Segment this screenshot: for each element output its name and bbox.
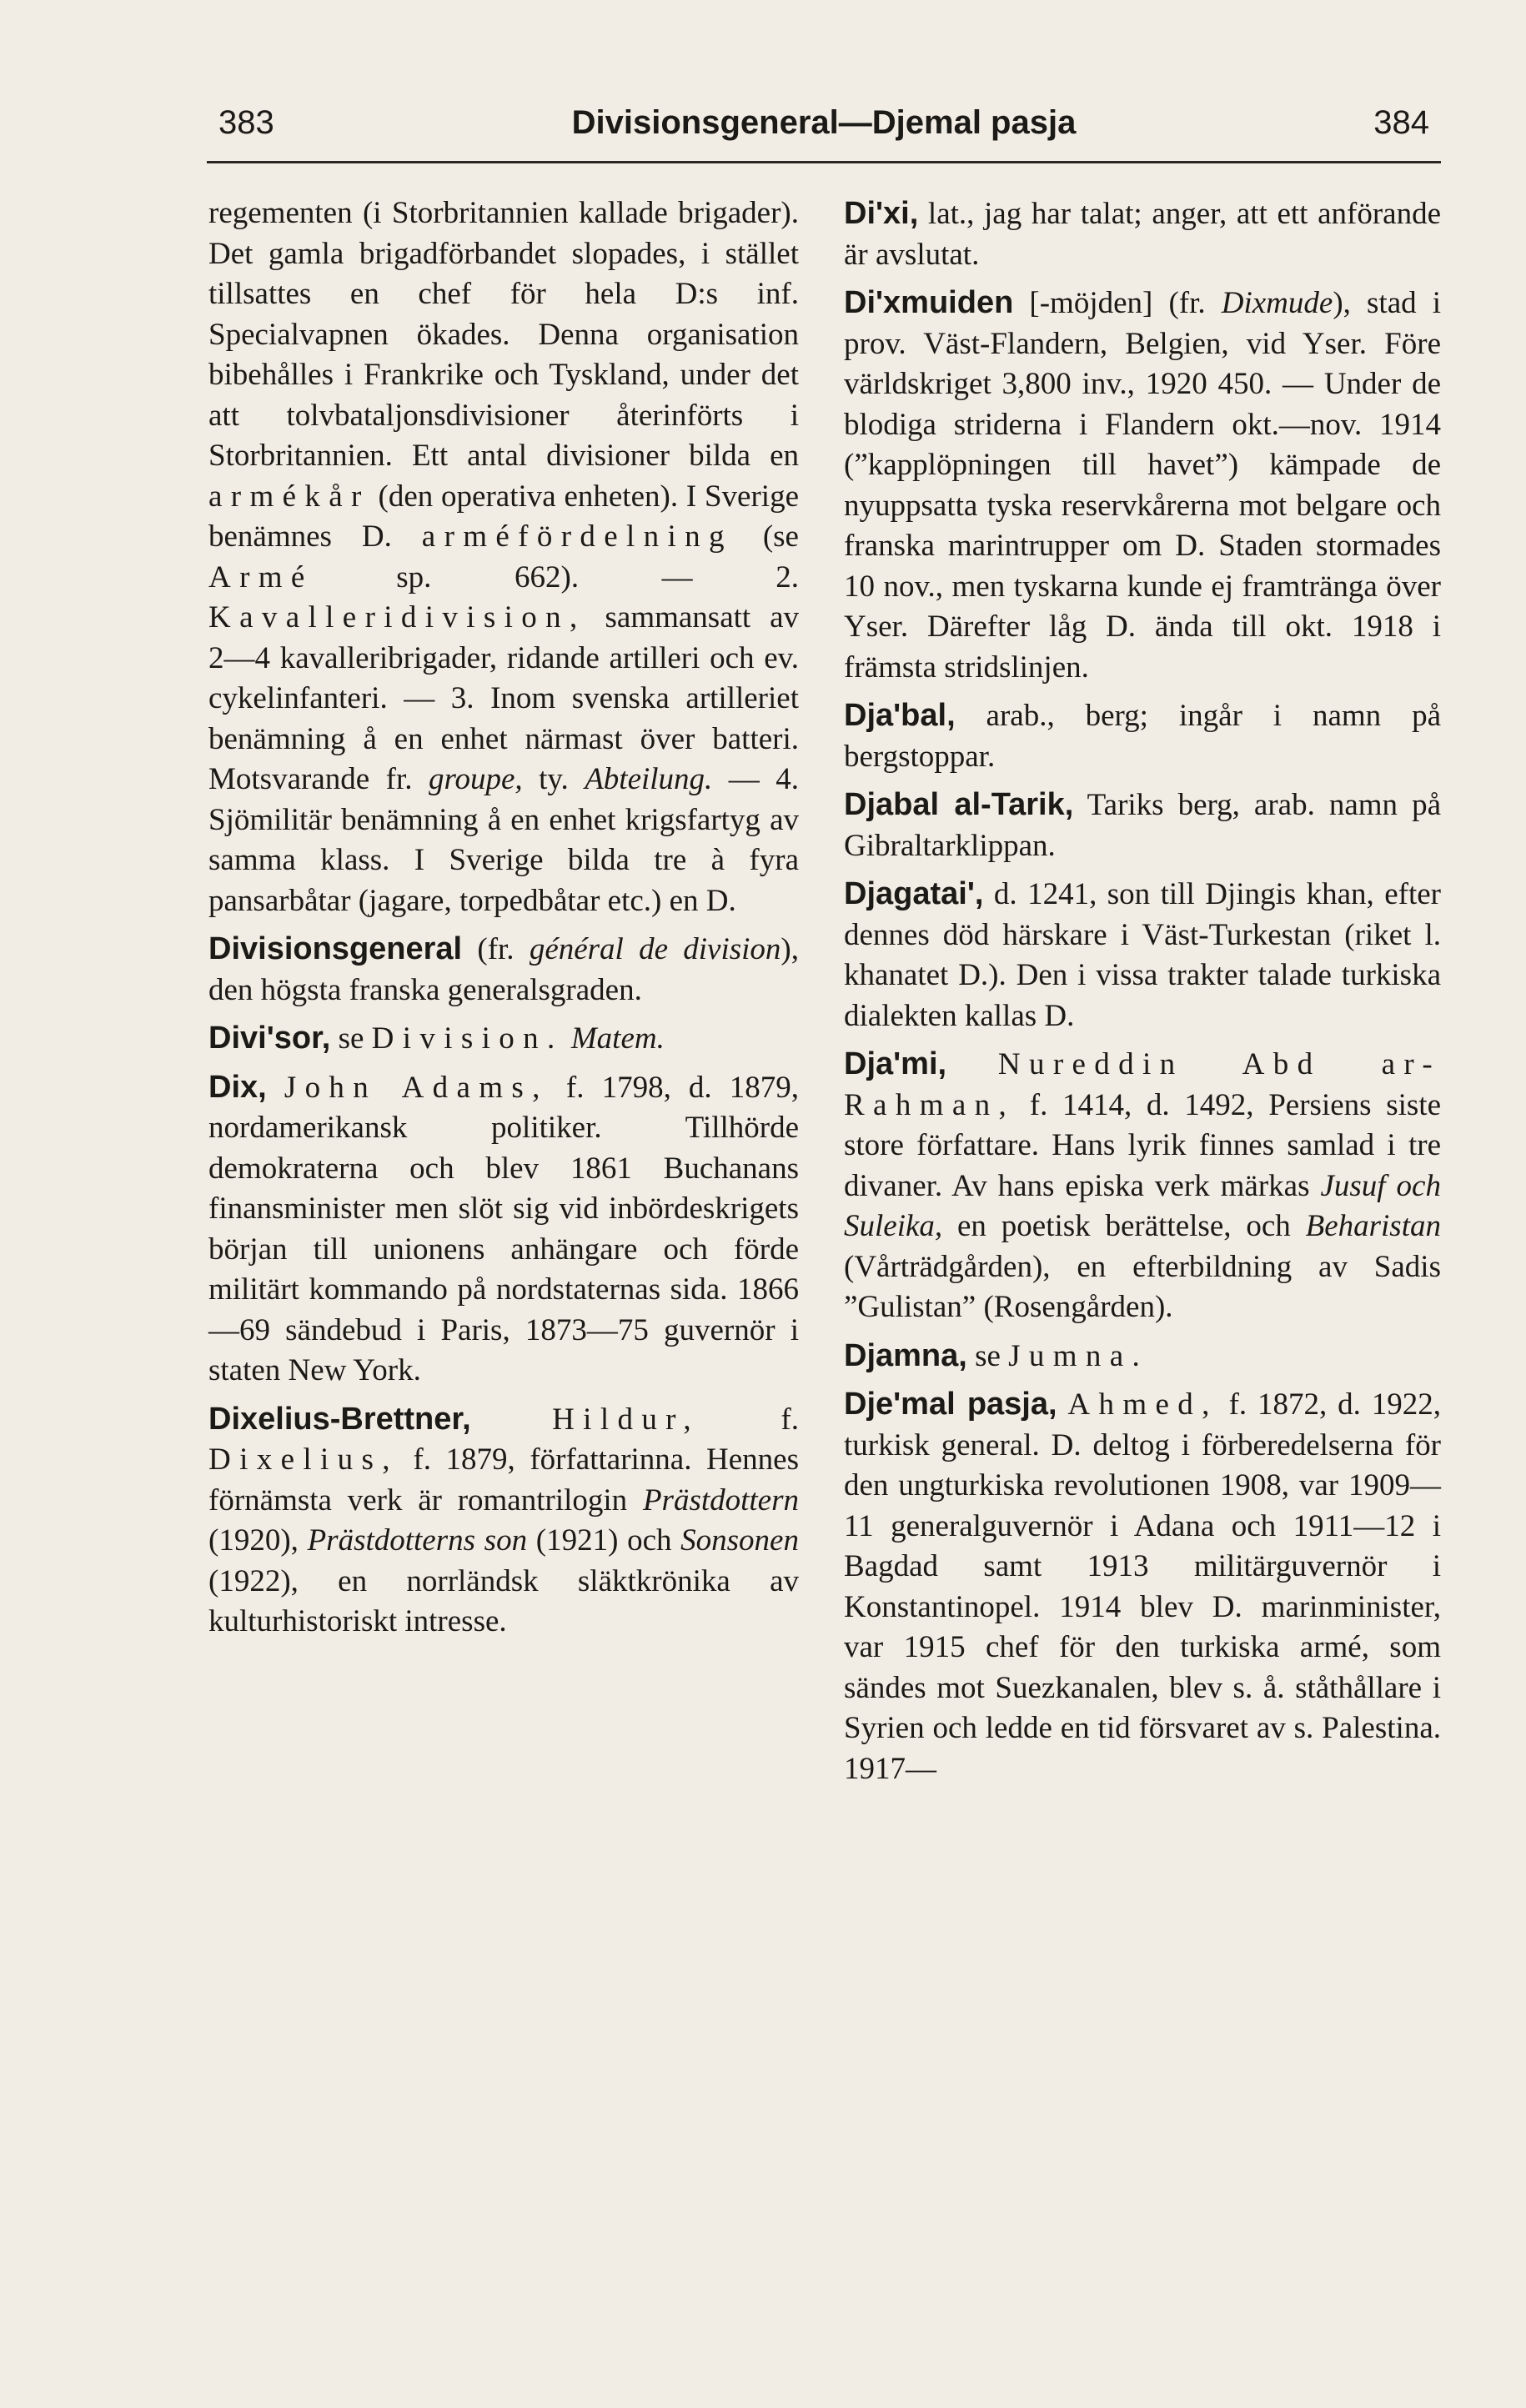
left-column bbox=[208, 193, 799, 1650]
entry-djami: Dja'mi, Nureddin Abd ar-Rahman, f. 1414, d. 1492, Persiens siste store författare. Hans lyrik finnes samlad i tre divaner. Av hans episka verk märkas Jusuf och Suleika, en poetisk berättelse, och Beharistan (Vårträdgården), en efterbildning av Sadis ”Gulistan” (Rosengården). bbox=[844, 1046, 1442, 1324]
headword: Divisionsgeneral bbox=[208, 931, 463, 966]
headword: Di'xmuiden bbox=[844, 285, 1014, 320]
page-header bbox=[218, 104, 1429, 154]
headword: Dja'bal, bbox=[844, 698, 956, 733]
entry-djagatai: Djagatai', d. 1241, son till Djingis khan, efter dennes död härskare i Väst-Turkestan (riket l. khanatet D.). Den i vissa trakter talade turkiska dialekten kallas D. bbox=[844, 876, 1441, 1033]
entry-dixmuiden: Di'xmuiden [-möjden] (fr. Dixmude), stad i prov. Väst-Flandern, Belgien, vid Yser. Före världskriget 3,800 inv., 1920 450. — Under de blodiga striderna i Flandern okt.—nov. 1914 (”kapplöpningen till havet”) kämpade de nyuppsatta tyska reservkårerna mot belgare och franska marintrupper om D. Staden stormades 10 nov., men tyskarna kunde ej framtränga över Yser. Därefter låg D. ända till okt. 1918 i främsta stridslinjen. bbox=[844, 285, 1441, 685]
header-rule bbox=[207, 161, 1441, 163]
running-title: Divisionsgeneral—Djemal pasja bbox=[571, 104, 1077, 141]
headword: Di'xi, bbox=[844, 196, 919, 231]
entry-dix: Dix, John Adams, f. 1798, d. 1879, nordamerikansk politiker. Tillhörde demokraterna och blev 1861 Buchanans finansminister men slöt sig vid inbördeskrigets början till unionens anhängare och förde militärt kommando på nordstaternas sida. 1866—69 sändebud i Paris, 1873—75 guvernör i staten New York. bbox=[208, 1069, 800, 1387]
entry-continuation: regementen (i Storbritannien kallade brigader). Det gamla brigadförbandet slopades, i stället tillsattes en chef för hela D:s inf. Specialvapnen ökades. Denna organisation bibehålles i Frankrike och Tyskland, under det att tolvbataljonsdivisioner återinförts i Storbritannien. Ett antal divisioner bilda en armékår (den operativa enheten). I Sverige benämnes D. arméfördelning (se Armé sp. 662). — 2. Kavalleridivision, sammansatt av 2—4 kavalleribrigader, ridande artilleri och ev. cykelinfanteri. — 3. Inom svenska artilleriet benämning å en enhet närmast över batteri. Motsvarande fr. groupe, ty. Abteilung. — 4. Sjömilitär benämning å en enhet krigsfartyg av samma klass. I Sverige bilda tre à fyra pansarbåtar (jagare, torpedbåtar etc.) en D. bbox=[208, 196, 799, 918]
entry-djemal-pasja: Dje'mal pasja, Ahmed, f. 1872, d. 1922, turkisk general. D. deltog i förberedelserna för den ungturkiska revolutionen 1908, var 1909—11 generalguvernör i Adana och 1911—12 i Bagdad samt 1913 militärguvernör i Konstantinopel. 1914 blev D. marinminister, var 1915 chef för den turkiska armé, som sändes mot Suezkanalen, blev s. å. ståthållare i Syrien och ledde en tid försvaret av s. Palestina. 1917— bbox=[844, 1387, 1441, 1786]
headword: Djamna, bbox=[844, 1337, 967, 1373]
headword: Dja'mi, bbox=[844, 1046, 947, 1081]
headword: Dixelius-Brettner, bbox=[208, 1401, 471, 1437]
entry-djabal-al-tarik: Djabal al-Tarik, Tariks berg, arab. namn på Gibraltarklippan. bbox=[844, 787, 1441, 863]
entry-divisionsgeneral: Divisionsgeneral (fr. général de division), den högsta franska generalsgraden. bbox=[208, 931, 799, 1007]
headword: Divi'sor, bbox=[208, 1021, 331, 1056]
entry-djabal: Dja'bal, arab., berg; ingår i namn på bergstoppar. bbox=[844, 698, 1441, 774]
entry-dixi: Di'xi, lat., jag har talat; anger, att ett anförande är avslutat. bbox=[844, 196, 1441, 272]
headword: Dje'mal pasja, bbox=[844, 1387, 1057, 1422]
entry-divisor: Divi'sor, se Division. Matem. bbox=[208, 1021, 665, 1056]
right-column bbox=[844, 193, 1441, 1797]
headword: Djagatai', bbox=[844, 876, 984, 911]
page-number-left: 383 bbox=[218, 104, 274, 141]
headword: Djabal al-Tarik, bbox=[844, 787, 1074, 822]
page-number-right: 384 bbox=[1373, 104, 1429, 141]
entry-djamna: Djamna, se Jumna. bbox=[844, 1337, 1149, 1373]
entry-dixelius-brettner: Dixelius-Brettner, Hildur, f. Dixelius, f. 1879, författarinna. Hennes förnämsta verk är romantrilogin Prästdottern (1920), Prästdotterns son (1921) och Sonsonen (1922), en norrländsk släktkrönika av kulturhistoriskt intresse. bbox=[208, 1401, 799, 1638]
headword: Dix, bbox=[208, 1069, 267, 1105]
